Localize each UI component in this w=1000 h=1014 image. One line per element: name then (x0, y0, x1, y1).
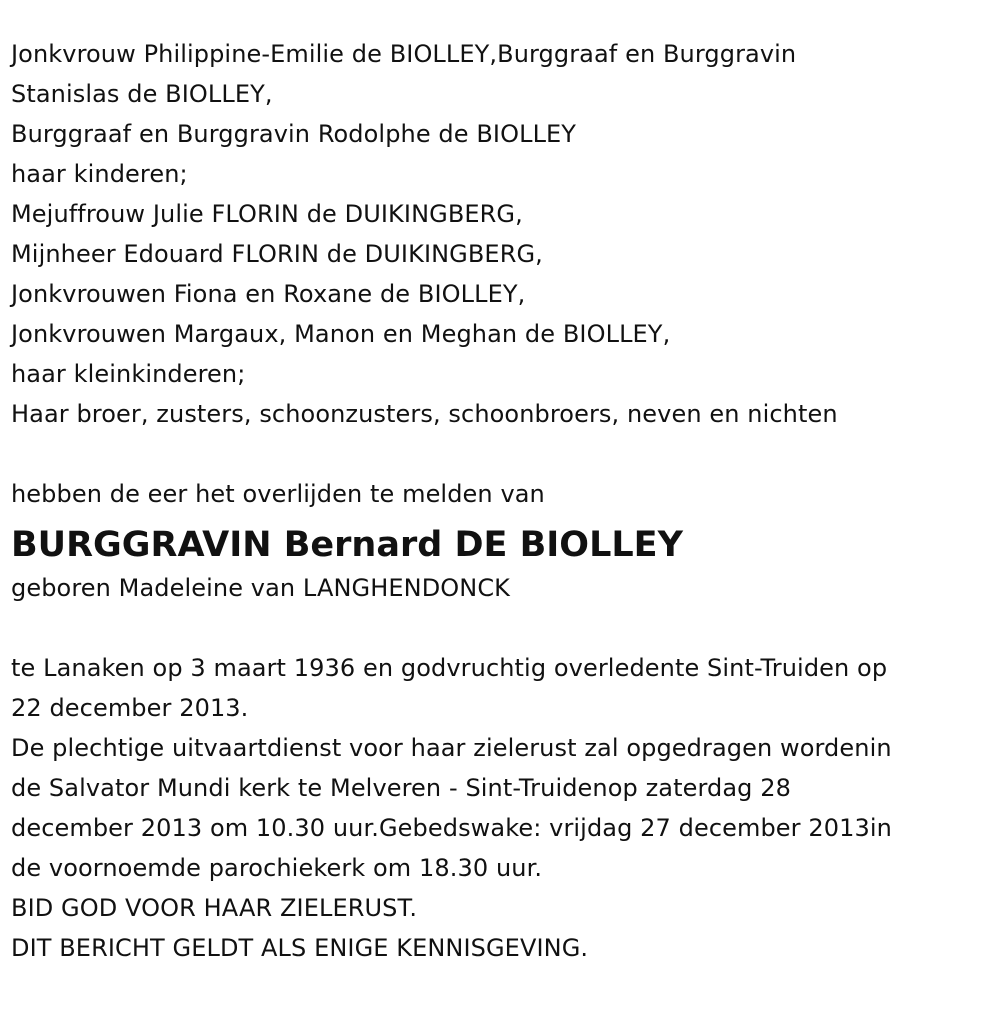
family-line: Haar broer, zusters, schoonzusters, schoonbroers, neven en nichten (11, 400, 838, 428)
details-block (11, 648, 991, 968)
spacer (11, 434, 991, 474)
spacer (11, 608, 991, 648)
announcement-intro: hebben de eer het overlijden te melden van (11, 480, 545, 508)
family-line: Jonkvrouwen Fiona en Roxane de BIOLLEY, (11, 280, 526, 308)
details-line: 22 december 2013. (11, 694, 249, 722)
family-line: Mijnheer Edouard FLORIN de DUIKINGBERG, (11, 240, 543, 268)
family-line: Stanislas de BIOLLEY, (11, 80, 273, 108)
notice-disclaimer: DIT BERICHT GELDT ALS ENIGE KENNISGEVING. (11, 934, 589, 962)
family-line: Jonkvrouwen Margaux, Manon en Meghan de BIOLLEY, (11, 320, 671, 348)
family-line: Jonkvrouw Philippine-Emilie de BIOLLEY,Burggraaf en Burggravin (11, 40, 797, 68)
details-line: december 2013 om 10.30 uur.Gebedswake: vrijdag 27 december 2013in (11, 814, 892, 842)
family-line: Burggraaf en Burggravin Rodolphe de BIOLLEY (11, 120, 577, 148)
deceased-name: BURGGRAVIN Bernard DE BIOLLEY (11, 525, 683, 565)
prayer-request: BID GOD VOOR HAAR ZIELERUST. (11, 894, 418, 922)
family-line: haar kleinkinderen; (11, 360, 246, 388)
family-line: haar kinderen; (11, 160, 188, 188)
death-notice (11, 34, 991, 968)
birth-name: geboren Madeleine van LANGHENDONCK (11, 574, 511, 602)
family-line: Mejuffrouw Julie FLORIN de DUIKINGBERG, (11, 200, 523, 228)
details-line: De plechtige uitvaartdienst voor haar zielerust zal opgedragen wordenin (11, 734, 892, 762)
family-list (11, 34, 991, 434)
details-line: de voornoemde parochiekerk om 18.30 uur. (11, 854, 543, 882)
details-line: de Salvator Mundi kerk te Melveren - Sint-Truidenop zaterdag 28 (11, 774, 791, 802)
details-line: te Lanaken op 3 maart 1936 en godvruchtig overledente Sint-Truiden op (11, 654, 888, 682)
